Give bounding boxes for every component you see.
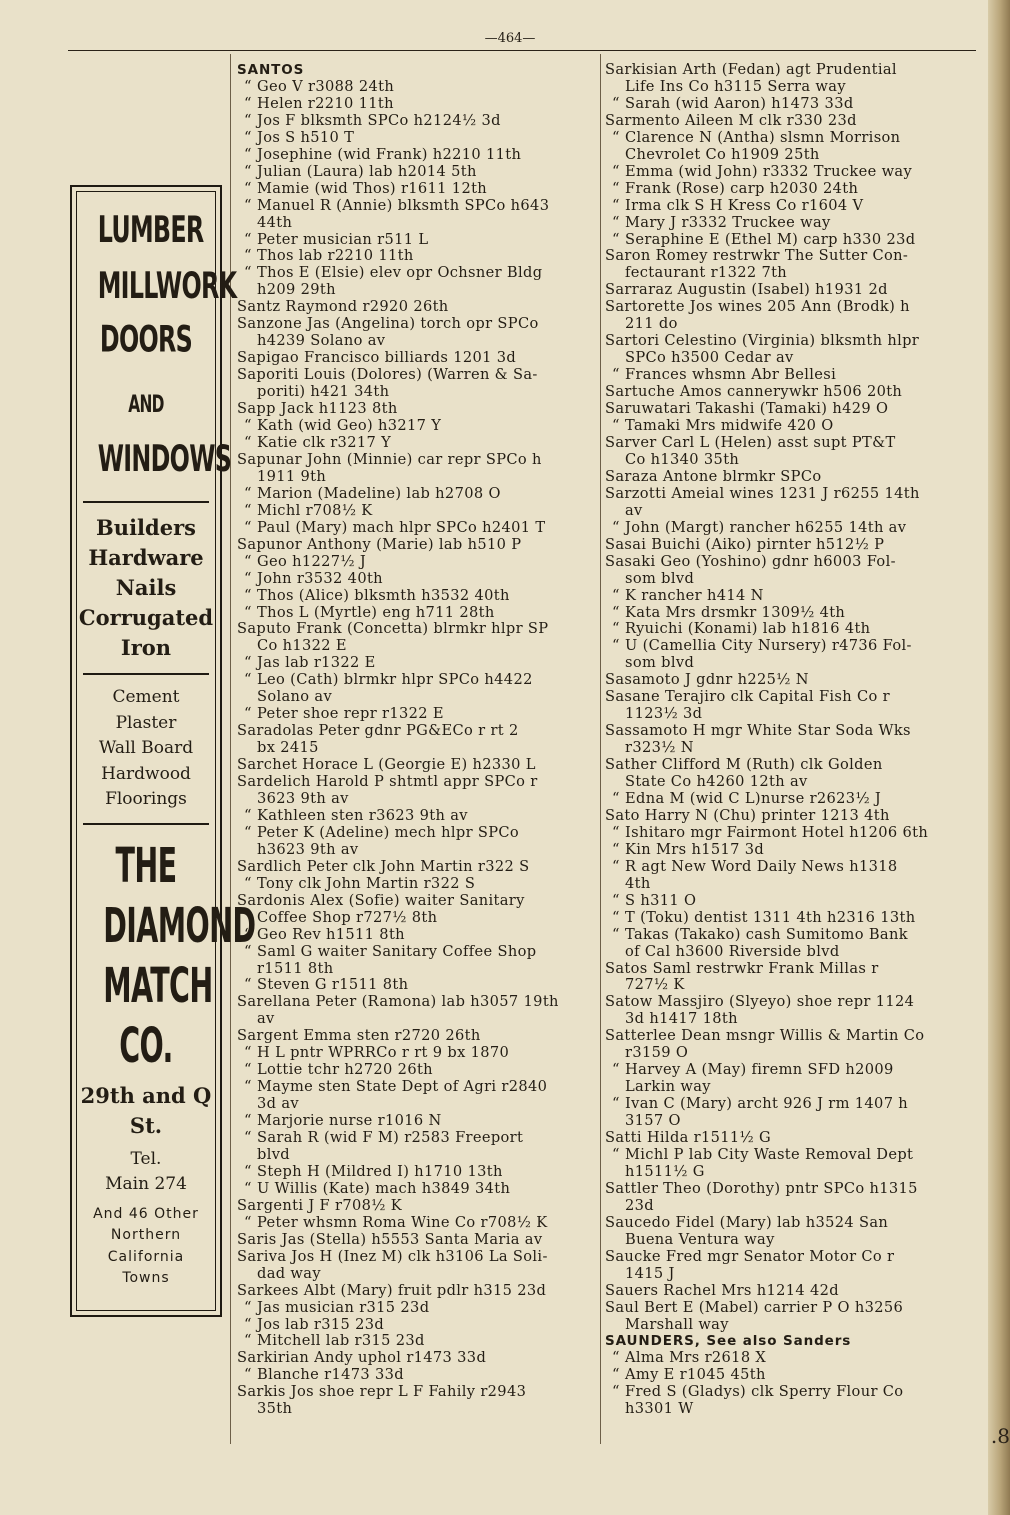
directory-entry: “ Frances whsmn Abr Bellesi [605,367,957,384]
directory-entry: “ Michl P lab City Waste Removal Dept [605,1147,957,1164]
entry-continuation: blvd [257,1146,290,1163]
directory-entry: “ Michl r708½ K [237,503,597,520]
entry-continuation: 3d av [257,1095,299,1113]
directory-entry: Santz Raymond r2920 26th [237,298,449,316]
directory-entry: “ Tony clk John Martin r322 S [237,876,597,893]
directory-entry: “ Leo (Cath) blrmkr hlpr SPCo h4422 [237,672,597,689]
ad-millwork: MILLWORK [97,264,237,308]
entry-continuation: Co h1322 E [257,637,347,655]
ad-lumber: LUMBER [97,208,204,252]
page-edge [988,0,1010,1515]
entry-continuation: poriti) h421 34th [257,383,390,401]
directory-entry: “ Geo V r3088 24th [237,79,597,96]
ad-address-line1: 29th and Q [80,1082,212,1108]
directory-entry: Sartorette Jos wines 205 Ann (Brodk) h [605,298,910,316]
directory-entry: “ Jas lab r1322 E [237,655,597,672]
directory-entry: Sarzotti Ameial wines 1231 J r6255 14th [605,484,920,502]
entry-continuation: State Co h4260 12th av [625,773,808,791]
ad-corrugated: Corrugated [78,605,214,630]
directory-entry: “ Saml G waiter Sanitary Coffee Shop [237,944,597,961]
directory-entry: “ Marjorie nurse r1016 N [237,1113,597,1130]
directory-entry: “ John (Margt) rancher h6255 14th av [605,520,957,537]
directory-entry: Sauers Rachel Mrs h1214 42d [605,1281,839,1299]
directory-entry: Sasai Buichi (Aiko) pirnter h512½ P [605,535,885,553]
ad-company-the: THE [115,836,177,893]
directory-entry: “ Julian (Laura) lab h2014 5th [237,164,597,181]
section-heading: SANTOS [237,62,305,78]
directory-entry: “ Thos E (Elsie) elev opr Ochsner Bldg [237,265,597,282]
directory-entry: “ Frank (Rose) carp h2030 24th [605,181,957,198]
directory-entry: “ Kin Mrs h1517 3d [605,842,957,859]
entry-continuation: 1415 J [625,1264,675,1282]
directory-entry: “ Ryuichi (Konami) lab h1816 4th [605,621,957,638]
entry-continuation: h1511½ G [625,1162,705,1180]
entry-continuation: r3159 O [625,1044,689,1062]
entry-continuation: som blvd [625,654,695,672]
entry-continuation: Solano av [257,688,333,706]
directory-entry: “ Josephine (wid Frank) h2210 11th [237,147,597,164]
directory-entry: Saucedo Fidel (Mary) lab h3524 San [605,1213,889,1231]
page-number: —464— [484,31,536,46]
directory-entry: Sasaki Geo (Yoshino) gdnr h6003 Fol- [605,552,896,570]
directory-entry: “ Thos lab r2210 11th [237,248,597,265]
ad-cement: Cement [112,687,180,707]
ad-hardware: Hardware [88,545,204,570]
directory-entry: “ Kata Mrs drsmkr 1309½ 4th [605,605,957,622]
directory-entry: Sapunor Anthony (Marie) lab h510 P [237,535,522,553]
directory-entry: Saraza Antone blrmkr SPCo [605,467,822,485]
directory-entry: “ John r3532 40th [237,571,597,588]
directory-entry: “ T (Toku) dentist 1311 4th h2316 13th [605,910,957,927]
entry-continuation: 3d h1417 18th [625,1010,738,1028]
ad-company-co: CO. [119,1016,173,1073]
entry-continuation: h209 29th [257,281,336,299]
directory-entry: “ Irma clk S H Kress Co r1604 V [605,198,957,215]
ad-wall-board: Wall Board [98,738,194,758]
directory-entry: Saul Bert E (Mabel) carrier P O h3256 [605,1298,904,1316]
directory-entry: Saron Romey restrwkr The Sutter Con- [605,247,909,265]
directory-entry: Satos Saml restrwkr Frank Millas r [605,959,879,977]
directory-entry: “ Jos lab r315 23d [237,1317,597,1334]
ad-doors-and [98,309,195,435]
directory-entry: Sasane Terajiro clk Capital Fish Co r [605,688,890,706]
ad-tel-number: Main 274 [105,1174,187,1194]
directory-entry: “ Clarence N (Antha) slsmn Morrison [605,130,957,147]
entry-continuation: Larkin way [625,1078,711,1096]
entry-continuation: Buena Ventura way [625,1230,775,1248]
directory-entry: “ H L pntr WPRRCo r rt 9 bx 1870 [237,1045,597,1062]
directory-entry: “ Harvey A (May) firemn SFD h2009 [605,1062,957,1079]
directory-entry: “ U Willis (Kate) mach h3849 34th [237,1181,597,1198]
directory-entry: “ Geo h1227½ J [237,554,597,571]
entry-continuation: 44th [257,213,293,231]
ad-hardwood: Hardwood [101,763,191,784]
entry-continuation: Marshall way [625,1315,729,1333]
directory-entry: “ U (Camellia City Nursery) r4736 Fol- [605,638,957,655]
entry-continuation: 1911 9th [257,467,327,485]
directory-entry: “ Jas musician r315 23d [237,1300,597,1317]
directory-entry: Sarmento Aileen M clk r330 23d [605,111,857,129]
directory-entry: Saruwatari Takashi (Tamaki) h429 O [605,400,889,418]
entry-continuation: of Cal h3600 Riverside blvd [625,942,840,960]
directory-entry: Sarver Carl L (Helen) asst supt PT&T [605,433,896,451]
directory-entry: Sasamoto J gdnr h225½ N [605,671,809,689]
directory-entry: Sarkisian Arth (Fedan) agt Prudential [605,61,897,78]
directory-entry: “ Katie clk r3217 Y [237,435,597,452]
entry-continuation: Chevrolet Co h1909 25th [625,145,820,163]
directory-entry: Sanzone Jas (Angelina) torch opr SPCo [237,315,539,333]
entry-continuation: Life Ins Co h3115 Serra way [625,77,846,95]
directory-entry: “ Peter whsmn Roma Wine Co r708½ K [237,1215,597,1232]
ad-company-match: MATCH [103,956,213,1013]
directory-entry: Sarchet Horace L (Georgie E) h2330 L [237,756,536,774]
directory-entry: “ Kathleen sten r3623 9th av [237,808,597,825]
entry-continuation: Co h1340 35th [625,450,740,468]
ad-floorings: Floorings [105,789,187,809]
entry-continuation: h3623 9th av [257,840,359,858]
directory-entry: Sapigao Francisco billiards 1201 3d [237,349,517,367]
advertisement-inner-border [76,191,256,1311]
directory-entry: “ Takas (Takako) cash Sumitomo Bank [605,927,957,944]
directory-entry: “ Alma Mrs r2618 X [605,1350,957,1367]
directory-entry: Sardelich Harold P shtmtl appr SPCo r [237,773,538,791]
directory-entry: “ Ishitaro mgr Fairmont Hotel h1206 6th [605,825,957,842]
directory-entry: Sarraraz Augustin (Isabel) h1931 2d [605,281,888,299]
directory-entry: Sarkees Albt (Mary) fruit pdlr h315 23d [237,1281,547,1299]
page-edge-mark: .8 [990,1424,1010,1448]
directory-entry: “ Edna M (wid C L)nurse r2623½ J [605,791,957,808]
directory-entry: Satti Hilda r1511½ G [605,1129,772,1147]
entry-continuation: som blvd [625,569,695,587]
entry-continuation: av [257,1010,275,1028]
directory-entry: Sargenti J F r708½ K [237,1196,402,1214]
directory-entry: Sarkirian Andy uphol r1473 33d [237,1349,487,1367]
entry-continuation: r1511 8th [257,959,334,977]
directory-entry: Sargent Emma sten r2720 26th [237,1027,481,1045]
entry-continuation: 23d [625,1196,654,1214]
directory-entry: Satow Massjiro (Slyeyo) shoe repr 1124 [605,993,915,1011]
directory-entry: Saputo Frank (Concetta) blrmkr hlpr SP [237,620,549,638]
entry-continuation: fectaurant r1322 7th [625,264,788,282]
entry-continuation: h3301 W [625,1400,694,1418]
directory-entry: “ Paul (Mary) mach hlpr SPCo h2401 T [237,520,597,537]
directory-entry: Satterlee Dean msngr Willis & Martin Co [605,1027,925,1045]
entry-continuation: 35th [257,1400,293,1418]
ad-nails: Nails [115,575,177,600]
directory-column-right [605,62,957,1418]
ad-company-diamond: DIAMOND [103,896,256,953]
entry-continuation: 3623 9th av [257,789,349,807]
entry-continuation: 1123½ 3d [625,705,703,723]
ad-towns-line2: Northern [110,1227,182,1243]
directory-entry: “ Thos (Alice) blksmth h3532 40th [237,588,597,605]
directory-entry: “ Marion (Madeline) lab h2708 O [237,486,597,503]
ad-builders: Builders [96,515,196,540]
directory-entry: Sardlich Peter clk John Martin r322 S [237,857,530,875]
entry-continuation: 211 do [625,315,678,333]
directory-entry: Saporiti Louis (Dolores) (Warren & Sa- [237,366,538,384]
ad-and: AND [128,391,164,419]
entry-continuation: SPCo h3500 Cedar av [625,349,794,367]
ad-towns-line3: California [107,1248,185,1265]
entry-continuation: h4239 Solano av [257,332,386,350]
directory-entry: Sarellana Peter (Ramona) lab h3057 19th [237,993,559,1011]
directory-entry: Saris Jas (Stella) h5553 Santa Maria av [237,1230,543,1248]
column-divider-right [600,54,601,1444]
directory-entry: “ R agt New Word Daily News h1318 [605,859,957,876]
ad-tel-label: Tel. [130,1148,162,1169]
directory-entry: Sariva Jos H (Inez M) clk h3106 La Soli- [237,1247,548,1265]
directory-entry: Saucke Fred mgr Senator Motor Co r [605,1247,895,1265]
directory-entry: “ Jos F blksmth SPCo h2124½ 3d [237,113,597,130]
entry-continuation: r323½ N [625,739,694,757]
directory-entry: “ Jos S h510 T [237,130,597,147]
directory-entry: “ Ivan C (Mary) archt 926 J rm 1407 h [605,1096,957,1113]
directory-entry: “ Geo Rev h1511 8th [237,927,597,944]
directory-entry: Sather Clifford M (Ruth) clk Golden [605,756,883,774]
entry-continuation: bx 2415 [257,739,319,757]
directory-entry: “ Steph H (Mildred I) h1710 13th [237,1164,597,1181]
directory-entry: “ Helen r2210 11th [237,96,597,113]
advertisement-box [70,185,256,1317]
directory-entry: “ Sarah R (wid F M) r2583 Freeport [237,1130,597,1147]
directory-entry: “ Fred S (Gladys) clk Sperry Flour Co [605,1384,957,1401]
ad-towns-line1: And 46 Other [93,1205,199,1222]
directory-entry: “ Sarah (wid Aaron) h1473 33d [605,96,957,113]
entry-continuation: 3157 O [625,1112,681,1130]
directory-entry: “ Mary J r3332 Truckee way [605,215,957,232]
directory-entry: “ Manuel R (Annie) blksmth SPCo h643 [237,198,597,215]
entry-continuation: 727½ K [625,976,685,994]
ad-doors: DOORS [99,317,193,362]
directory-entry: Sapp Jack h1123 8th [237,400,398,418]
directory-entry: “ Steven G r1511 8th [237,977,597,994]
ad-plaster: Plaster [115,712,177,733]
directory-entry: “ Thos L (Myrtle) eng h711 28th [237,605,597,622]
directory-entry: “ Amy E r1045 45th [605,1367,957,1384]
ad-address-line2: St. [129,1112,163,1138]
directory-entry: Sarkis Jos shoe repr L F Fahily r2943 [237,1383,527,1401]
entry-continuation: Coffee Shop r727½ 8th [257,908,438,926]
directory-entry: Sattler Theo (Dorothy) pntr SPCo h1315 [605,1179,918,1197]
directory-entry: Sapunar John (Minnie) car repr SPCo h [237,450,542,468]
directory-entry: Sassamoto H mgr White Star Soda Wks [605,722,911,740]
section-heading: SAUNDERS, See also Sanders [605,1333,852,1350]
directory-entry: Saradolas Peter gdnr PG&ECo r rt 2 [237,722,519,740]
ad-towns-line4: Towns [122,1270,170,1286]
directory-entry: “ Peter musician r511 L [237,232,597,249]
directory-entry: “ K rancher h414 N [605,588,957,605]
directory-entry: Sartori Celestino (Virginia) blksmth hlpr [605,332,920,350]
ad-iron: Iron [120,635,172,660]
directory-entry: Sartuche Amos cannerywkr h506 20th [605,383,903,401]
directory-entry: “ Peter shoe repr r1322 E [237,706,597,723]
directory-entry: “ Seraphine E (Ethel M) carp h330 23d [605,232,957,249]
directory-entry: “ Mitchell lab r315 23d [237,1333,597,1350]
directory-entry: “ Blanche r1473 33d [237,1367,597,1384]
entry-continuation: 4th [625,874,651,892]
directory-entry: “ Kath (wid Geo) h3217 Y [237,418,597,435]
header-rule [68,50,976,51]
ad-windows: WINDOWS [97,437,232,481]
directory-entry: “ S h311 O [605,893,957,910]
directory-entry: Sato Harry N (Chu) printer 1213 4th [605,806,890,824]
column-divider-left [230,54,231,1444]
directory-entry: “ Emma (wid John) r3332 Truckee way [605,164,957,181]
directory-entry: “ Peter K (Adeline) mech hlpr SPCo [237,825,597,842]
directory-entry: “ Mayme sten State Dept of Agri r2840 [237,1079,597,1096]
directory-entry: “ Tamaki Mrs midwife 420 O [605,418,957,435]
directory-entry: “ Lottie tchr h2720 26th [237,1062,597,1079]
directory-column-middle [237,62,597,1418]
entry-continuation: dad way [257,1264,321,1282]
directory-entry: Sardonis Alex (Sofie) waiter Sanitary [237,891,525,909]
entry-continuation: av [625,501,643,519]
directory-entry: “ Mamie (wid Thos) r1611 12th [237,181,597,198]
